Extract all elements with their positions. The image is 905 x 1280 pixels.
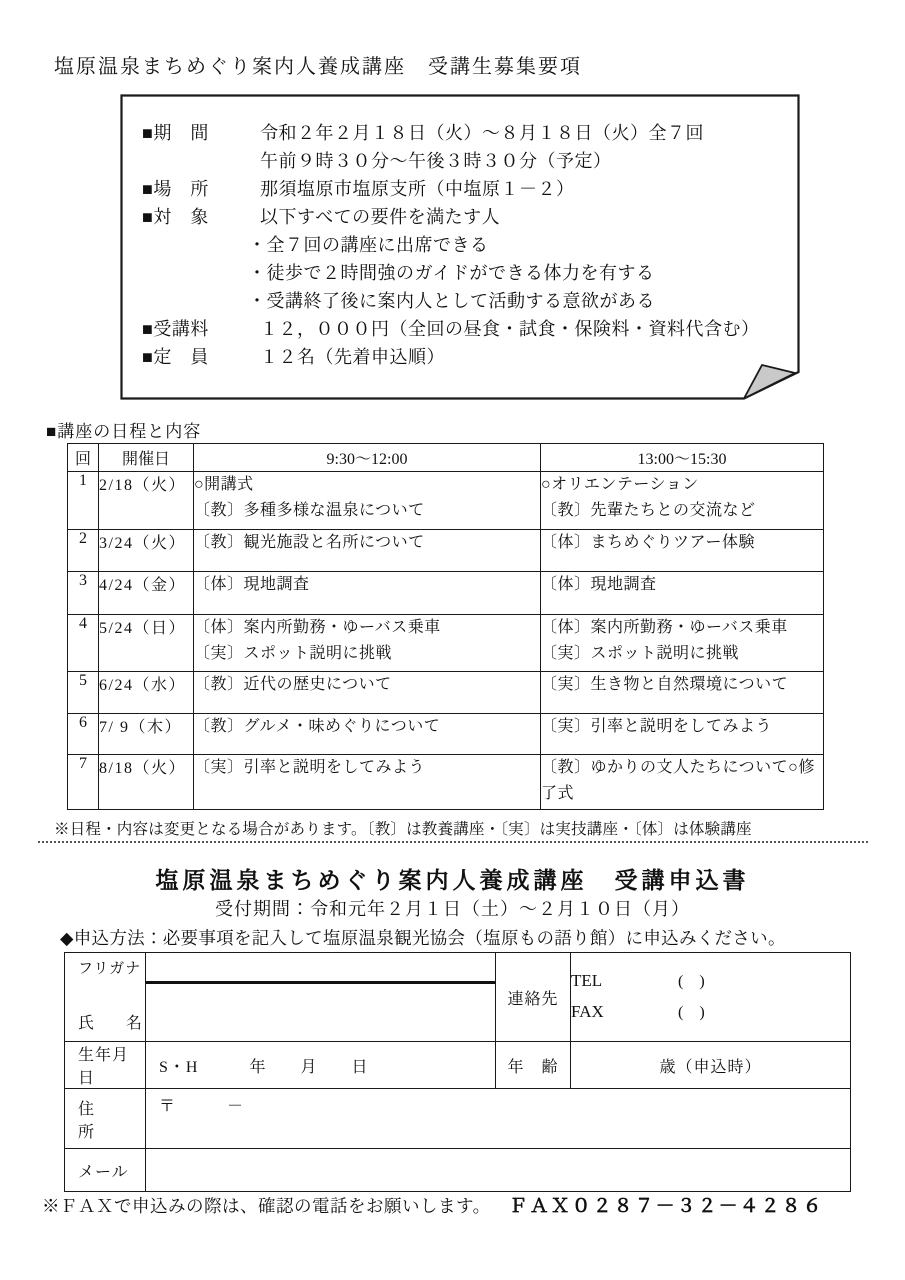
schedule-row <box>68 572 824 615</box>
session-date: 7/ 9（木） <box>99 714 194 755</box>
info-text: ・受講終了後に案内人として活動する意欲がある <box>248 291 655 311</box>
form-row-address <box>65 1089 851 1149</box>
session-date: 5/24（日） <box>99 615 194 672</box>
info-label <box>142 147 260 175</box>
info-text: 午前９時３０分～午後３時３０分（予定） <box>260 151 612 171</box>
info-text: 令和２年２月１８日（火）～８月１８日（火）全７回 <box>260 123 704 143</box>
info-text: １２，０００円（全回の昼食・試食・保険料・資料代含む） <box>260 319 760 339</box>
session-date: 8/18（火） <box>99 755 194 810</box>
address-input-cell: 〒 － <box>146 1089 851 1149</box>
info-box <box>121 95 799 400</box>
form-row-mail <box>65 1149 851 1192</box>
info-label <box>142 287 260 315</box>
col-header-morning: 9:30～12:00 <box>194 444 541 472</box>
furigana-divider-line <box>146 981 495 984</box>
name-input-cell <box>146 953 496 1042</box>
info-label <box>142 259 260 287</box>
session-number: 4 <box>68 615 99 672</box>
info-label: ■期 間 <box>142 123 209 143</box>
info-label: ■対 象 <box>142 207 209 227</box>
fax-label: FAX <box>571 1002 604 1021</box>
mail-label: メール <box>65 1149 146 1192</box>
col-header-date: 開催日 <box>99 444 194 472</box>
session-date: 3/24（火） <box>99 530 194 572</box>
session-number: 1 <box>68 472 99 530</box>
application-title: 塩原温泉まちめぐり案内人養成講座 受講申込書 <box>155 868 750 893</box>
session-date: 6/24（水） <box>99 672 194 714</box>
session-morning: 〔実〕引率と説明をしてみよう <box>194 755 541 810</box>
col-header-afternoon: 13:00～15:30 <box>541 444 824 472</box>
form-row-birthdate <box>65 1042 851 1089</box>
application-form-table <box>64 952 851 1192</box>
session-afternoon: ○オリエンテーション 〔教〕先輩たちとの交流など <box>541 472 824 530</box>
info-label: ■定 員 <box>142 347 209 367</box>
session-afternoon: 〔体〕現地調査 <box>541 572 824 615</box>
session-morning: ○開講式 〔教〕多種多様な温泉について <box>194 472 541 530</box>
schedule-row <box>68 755 824 810</box>
info-row-requirement <box>142 287 799 315</box>
info-row-requirement <box>142 231 799 259</box>
info-text: ・全７回の講座に出席できる <box>248 235 489 255</box>
info-row-requirement <box>142 259 799 287</box>
session-morning: 〔体〕現地調査 <box>194 572 541 615</box>
contact-label: 連絡先 <box>496 953 571 1042</box>
info-label: ■場 所 <box>142 179 209 199</box>
info-row-target <box>142 203 799 231</box>
info-row-capacity <box>142 343 799 371</box>
info-text: 以下すべての要件を満たす人 <box>260 207 501 227</box>
schedule-row <box>68 530 824 572</box>
fax-paren: ( ) <box>678 1004 705 1021</box>
fax-row <box>571 997 850 1028</box>
fax-note: ※ＦＡＸで申込みの際は、確認の電話をお願いします。 <box>42 1196 491 1216</box>
session-afternoon: 〔実〕引率と説明をしてみよう <box>541 714 824 755</box>
contact-input-cell <box>571 953 851 1042</box>
schedule-note: ※日程・内容は変更となる場合があります。〔教〕は教養講座・〔実〕は実技講座・〔体〕は体験講座 <box>54 821 752 838</box>
info-row-period-time <box>142 147 799 175</box>
form-row-name <box>65 953 851 1042</box>
schedule-header-row <box>68 444 824 472</box>
tel-row <box>571 966 850 997</box>
session-afternoon: 〔教〕ゆかりの文人たちについて○修了式 <box>541 755 824 810</box>
info-label <box>142 231 260 259</box>
name-label: 氏 名 <box>78 1015 143 1032</box>
age-label: 年 齢 <box>496 1042 571 1089</box>
schedule-row <box>68 615 824 672</box>
schedule-heading: ■講座の日程と内容 <box>46 422 202 441</box>
info-row-period <box>142 119 799 147</box>
birthdate-label: 生年月日 <box>65 1042 146 1089</box>
session-morning: 〔教〕近代の歴史について <box>194 672 541 714</box>
info-text: １２名（先着申込順） <box>260 347 445 367</box>
session-morning: 〔教〕グルメ・味めぐりについて <box>194 714 541 755</box>
furigana-label: フリガナ <box>78 961 142 977</box>
session-afternoon: 〔体〕案内所勤務・ゆーバス乗車 〔実〕スポット説明に挑戦 <box>541 615 824 672</box>
session-afternoon: 〔体〕まちめぐりツアー体験 <box>541 530 824 572</box>
fax-number: ＦＡＸ０２８７－３２－４２８６ <box>508 1196 824 1217</box>
session-afternoon: 〔実〕生き物と自然環境について <box>541 672 824 714</box>
session-morning: 〔教〕観光施設と名所について <box>194 530 541 572</box>
session-number: 7 <box>68 755 99 810</box>
mail-input-cell <box>146 1149 851 1192</box>
document-title: 塩原温泉まちめぐり案内人養成講座 受講生募集要項 <box>54 56 582 78</box>
session-number: 2 <box>68 530 99 572</box>
info-text: ・徒歩で２時間強のガイドができる体力を有する <box>248 263 655 283</box>
session-number: 5 <box>68 672 99 714</box>
tel-paren: ( ) <box>678 973 705 990</box>
fax-note-line <box>42 1191 824 1218</box>
session-date: 4/24（金） <box>99 572 194 615</box>
session-date: 2/18（火） <box>99 472 194 530</box>
schedule-row <box>68 714 824 755</box>
birthdate-input-cell: S・H 年 月 日 <box>146 1042 496 1089</box>
info-row-place <box>142 175 799 203</box>
session-morning: 〔体〕案内所勤務・ゆーバス乗車 〔実〕スポット説明に挑戦 <box>194 615 541 672</box>
col-header-session: 回 <box>68 444 99 472</box>
age-input-cell: 歳（申込時） <box>571 1042 851 1089</box>
application-method: ◆申込方法：必要事項を記入して塩原温泉観光協会（塩原もの語り館）に申込みください。 <box>60 928 786 948</box>
section-divider <box>38 841 868 843</box>
info-label: ■受講料 <box>142 319 209 339</box>
tel-label: TEL <box>571 971 603 990</box>
name-label-cell <box>65 953 146 1042</box>
schedule-row <box>68 672 824 714</box>
address-label: 住 所 <box>65 1089 146 1149</box>
schedule-row <box>68 472 824 530</box>
info-row-fee <box>142 315 799 343</box>
schedule-table <box>67 443 824 810</box>
info-text: 那須塩原市塩原支所（中塩原１－２） <box>260 179 575 199</box>
application-period: 受付期間：令和元年２月１日（土）～２月１０日（月） <box>215 899 690 919</box>
session-number: 6 <box>68 714 99 755</box>
session-number: 3 <box>68 572 99 615</box>
